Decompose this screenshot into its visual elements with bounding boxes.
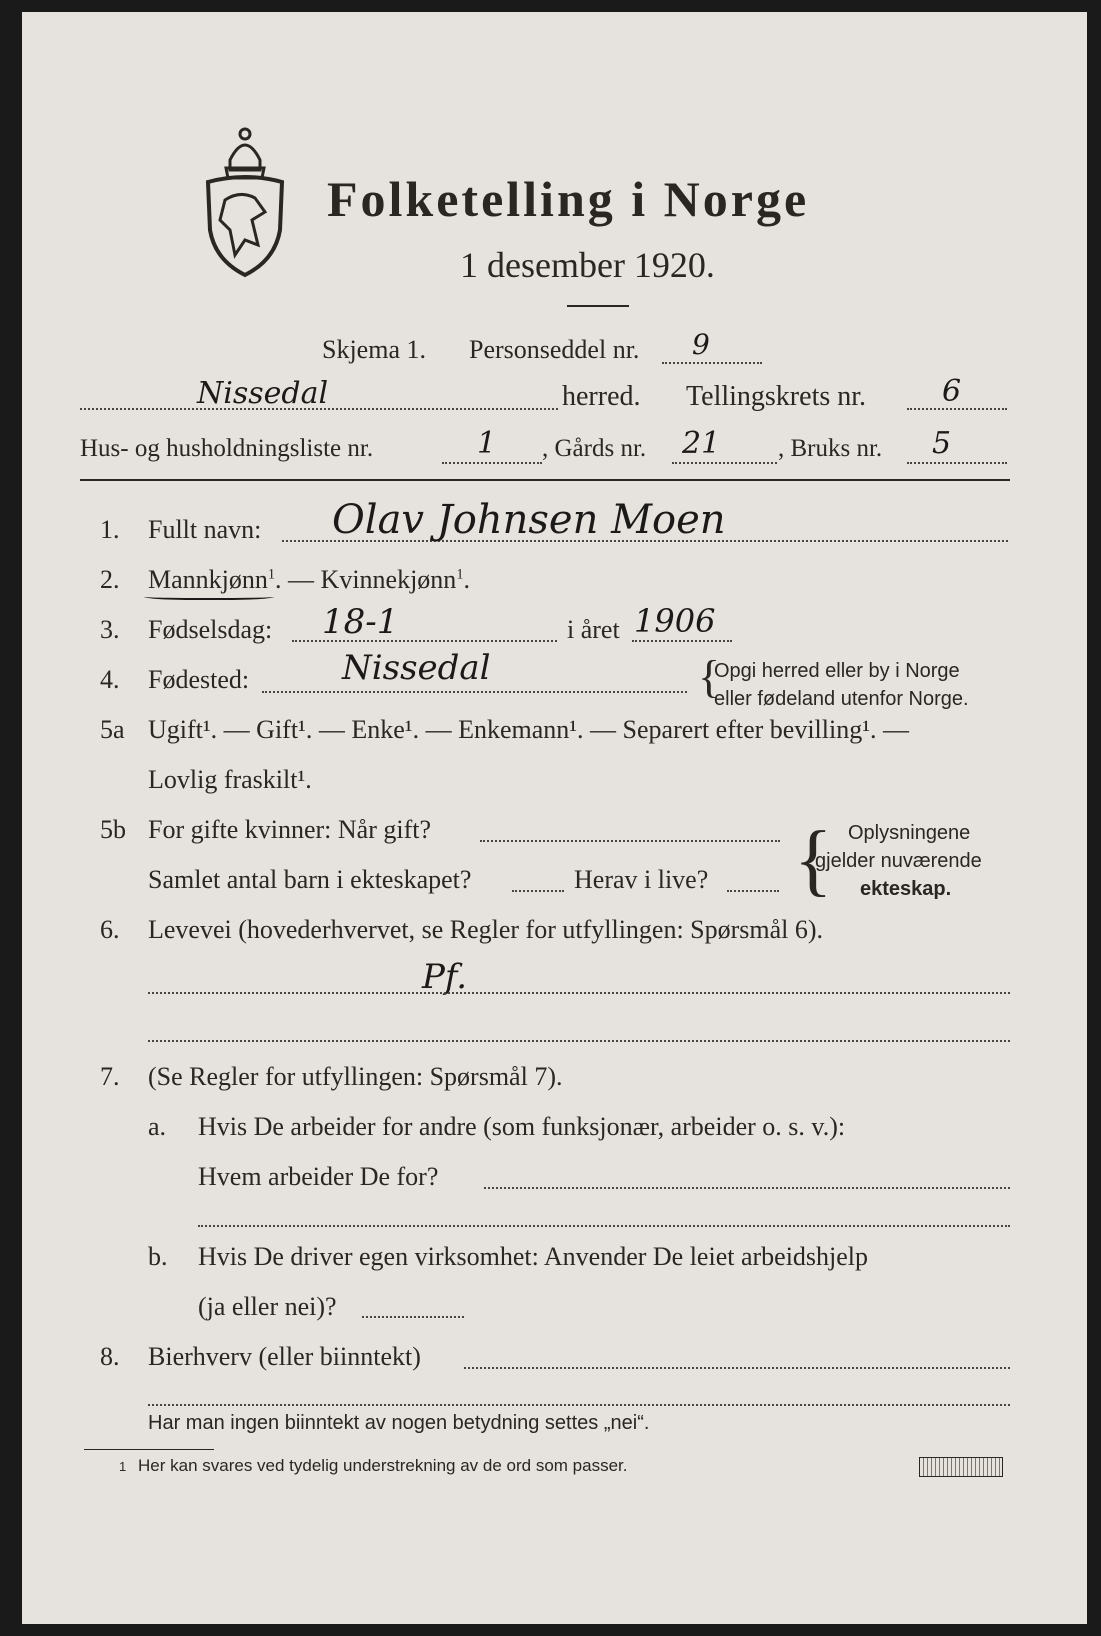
q7a-line1: Hvis De arbeider for andre (som funksjonær, arbeider o. s. v.): [198, 1112, 846, 1141]
q7b-line2: (ja eller nei)? [198, 1292, 337, 1321]
birthday-value: 18-1 [322, 602, 399, 642]
q2-gender-options: Mannkjønn$^1$. — Kvinnekjønn$^1$. [148, 565, 470, 594]
q7-label: (Se Regler for utfyllingen: Spørsmål 7). [148, 1062, 563, 1091]
herred-value: Nissedal [197, 376, 329, 411]
q5b-note-line1: Oplysningene [848, 822, 971, 844]
q5a-line2: Lovlig fraskilt¹. [148, 765, 312, 794]
gards-value: 21 [682, 426, 721, 461]
printer-stamp [919, 1457, 1003, 1477]
employer-line-2 [198, 1225, 1010, 1227]
census-date: 1 desember 1920. [460, 245, 715, 285]
bruks-label: , Bruks nr. [778, 435, 883, 462]
employer-line [484, 1187, 1010, 1189]
q3-number: 3. [100, 615, 120, 644]
hus-label: Hus- og husholdningsliste nr. [80, 435, 374, 462]
q1-label: Fullt navn: [148, 515, 262, 544]
q8-number: 8. [100, 1342, 120, 1371]
gards-line [672, 462, 777, 464]
q1-number: 1. [100, 515, 120, 544]
side-income-line-2 [148, 1404, 1010, 1406]
tellingskrets-value: 6 [942, 374, 962, 409]
q2-number: 2. [100, 565, 120, 594]
q6-label: Levevei (hovederhvervet, se Regler for utfyllingen: Spørsmål 6). [148, 915, 824, 944]
q8-note: Har man ingen biinntekt av nogen betydning settes „nei“. [148, 1412, 650, 1434]
side-income-line [464, 1367, 1010, 1369]
q4-brace: { [698, 651, 721, 702]
q7b-marker: b. [148, 1242, 168, 1271]
q5a-line1: Ugift¹. — Gift¹. — Enke¹. — Enkemann¹. — Separert efter bevilling¹. — [148, 715, 910, 744]
q7a-line2: Hvem arbeider De for? [198, 1162, 439, 1191]
hus-value: 1 [477, 426, 497, 461]
coat-of-arms-icon [200, 120, 290, 280]
q7b-line1: Hvis De driver egen virksomhet: Anvender De leiet arbeidshjelp [198, 1242, 869, 1271]
q6-number: 6. [100, 915, 120, 944]
footnote-text: Her kan svares ved tydelig understrekning av de ord som passer. [138, 1456, 628, 1475]
herred-label: herred. [562, 381, 641, 412]
q4-label: Fødested: [148, 665, 250, 694]
occupation-line-2 [148, 1040, 1010, 1042]
children-count-line [512, 890, 564, 892]
hus-line [442, 462, 542, 464]
q4-number: 4. [100, 665, 120, 694]
q5b-line2a: Samlet antal barn i ekteskapet? [148, 865, 472, 894]
page-title: Folketelling i Norge [327, 171, 810, 227]
gender-male-underline [144, 592, 274, 600]
footnote-rule [84, 1449, 214, 1450]
tellingskrets-label: Tellingskrets nr. [686, 381, 867, 412]
full-name-value: Olav Johnsen Moen [332, 497, 726, 543]
hired-help-line [362, 1316, 464, 1318]
bruks-line [907, 462, 1007, 464]
header-rule [80, 479, 1010, 481]
birth-year-line [632, 640, 732, 642]
q4-note-line1: Opgi herred eller by i Norge [714, 660, 960, 682]
q7a-marker: a. [148, 1112, 167, 1141]
birth-year-value: 1906 [634, 602, 716, 640]
gards-label: , Gårds nr. [542, 435, 647, 462]
personseddel-label: Personseddel nr. [469, 335, 640, 364]
q3-year-label: i året [567, 615, 620, 644]
children-alive-line [727, 890, 779, 892]
footnote-mark: 1 [119, 1459, 127, 1474]
personseddel-value: 9 [692, 328, 710, 361]
census-form-page [22, 12, 1087, 1624]
schema-label: Skjema 1. [322, 335, 426, 364]
q5b-line2b: Herav i live? [574, 865, 709, 894]
occupation-value: Pf. [422, 957, 468, 997]
q5b-note-line2: gjelder nuværende [815, 850, 982, 872]
q5b-note-line3: ekteskap. [860, 878, 952, 900]
q5b-brace: { [794, 816, 833, 904]
married-when-line [480, 840, 780, 842]
bruks-value: 5 [932, 426, 952, 461]
q5b-line1: For gifte kvinner: Når gift? [148, 815, 432, 844]
q5a-number: 5a [100, 715, 125, 744]
gender-male-option: Mannkjønn [148, 565, 268, 594]
occupation-line [148, 992, 1010, 994]
q3-label: Fødselsdag: [148, 615, 273, 644]
birthplace-value: Nissedal [342, 648, 491, 688]
q4-note-line2: eller fødeland utenfor Norge. [714, 688, 969, 710]
q8-label: Bierhverv (eller biinntekt) [148, 1342, 421, 1371]
q7-number: 7. [100, 1062, 120, 1091]
birthplace-line [262, 691, 687, 693]
personseddel-line [662, 362, 762, 364]
title-divider [567, 305, 629, 307]
q5b-number: 5b [100, 815, 126, 844]
